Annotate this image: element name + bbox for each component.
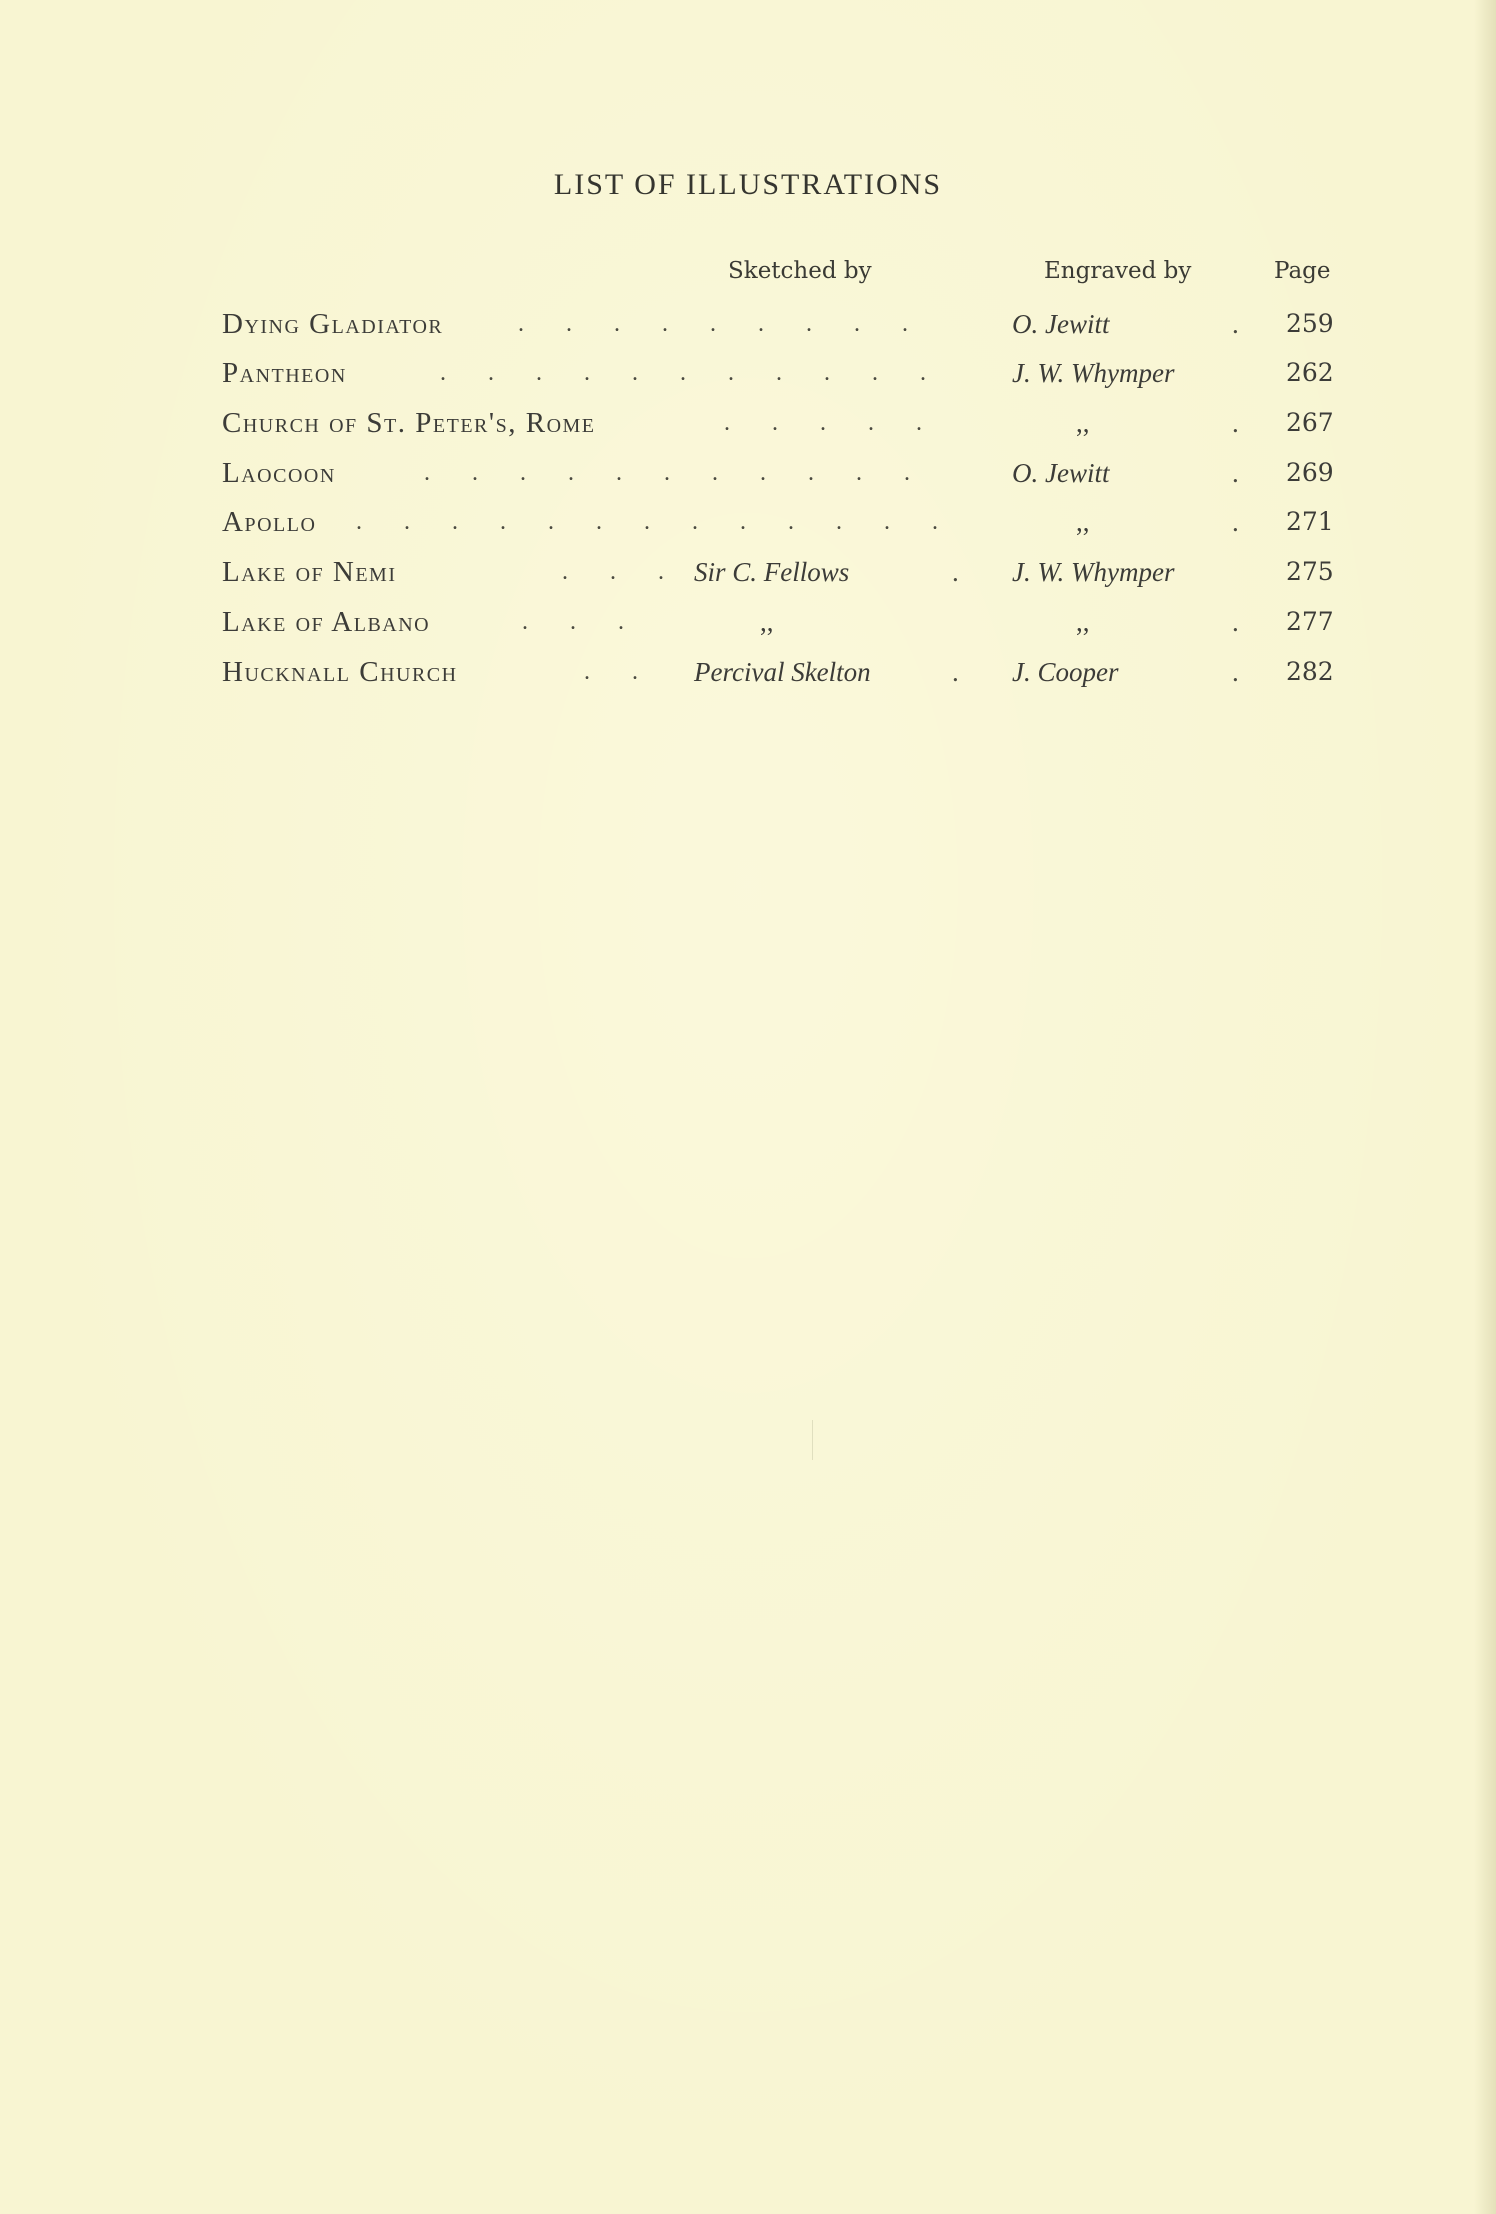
illustration-title: Lake of Nemi (222, 556, 397, 588)
illustration-title: Apollo (222, 506, 317, 538)
sketcher: Sir C. Fellows (694, 557, 850, 587)
leader-dots: . . (584, 659, 656, 685)
leader-dot: . (1232, 458, 1239, 488)
leader-dot: . (1232, 309, 1239, 339)
engraver-ditto: ,, (1076, 408, 1090, 438)
page-number: 271 (1286, 507, 1334, 536)
illustration-title: Dying Gladiator (222, 308, 444, 340)
leader-dots: . . . (562, 559, 682, 585)
illustration-row (0, 652, 1496, 692)
page-title: LIST OF ILLUSTRATIONS (553, 168, 943, 201)
column-header-engraved-by: Engraved by (1044, 258, 1192, 284)
illustration-row (0, 453, 1496, 493)
page-number: 259 (1286, 309, 1334, 338)
illustration-title: Laocoon (222, 457, 336, 489)
leader-dot: . (1232, 408, 1239, 438)
column-header-sketched-by: Sketched by (728, 258, 872, 284)
illustration-row (0, 304, 1496, 344)
page-number: 275 (1286, 557, 1334, 586)
engraver: J. Cooper (1012, 657, 1119, 687)
illustration-row (0, 403, 1496, 443)
leader-dot: . (952, 557, 959, 587)
leader-dots: . . . . . . . . . . . (424, 460, 928, 486)
illustration-title: Pantheon (222, 357, 347, 389)
illustration-row (0, 602, 1496, 642)
illustration-row (0, 353, 1496, 393)
leader-dots: . . . . . (724, 410, 940, 436)
engraver: J. W. Whymper (1012, 557, 1175, 587)
engraver: O. Jewitt (1012, 309, 1110, 339)
leader-dot: . (952, 657, 959, 687)
leader-dot: . (1232, 507, 1239, 537)
engraver: O. Jewitt (1012, 458, 1110, 488)
paper-mark (812, 1420, 813, 1460)
illustration-title: Hucknall Church (222, 656, 458, 688)
sketcher-ditto: ,, (760, 607, 774, 637)
illustration-title: Lake of Albano (222, 606, 431, 638)
engraver: J. W. Whymper (1012, 358, 1175, 388)
page-number: 282 (1286, 657, 1334, 686)
page-number: 269 (1286, 458, 1334, 487)
page-number: 277 (1286, 607, 1334, 636)
page-number: 267 (1286, 408, 1334, 437)
leader-dots: . . . . . . . . . . . . . (356, 509, 956, 535)
leader-dot: . (1232, 607, 1239, 637)
page-number: 262 (1286, 358, 1334, 387)
leader-dots: . . . . . . . . . . . (440, 360, 944, 386)
illustration-row (0, 502, 1496, 542)
leader-dots: . . . (522, 609, 642, 635)
engraver-ditto: ,, (1076, 607, 1090, 637)
illustration-row (0, 552, 1496, 592)
leader-dots: . . . . . . . . . (518, 311, 926, 337)
sketcher: Percival Skelton (694, 657, 871, 687)
engraver-ditto: ,, (1076, 507, 1090, 537)
leader-dot: . (1232, 657, 1239, 687)
column-header-page: Page (1274, 258, 1331, 284)
illustration-title: Church of St. Peter's, Rome (222, 407, 596, 439)
